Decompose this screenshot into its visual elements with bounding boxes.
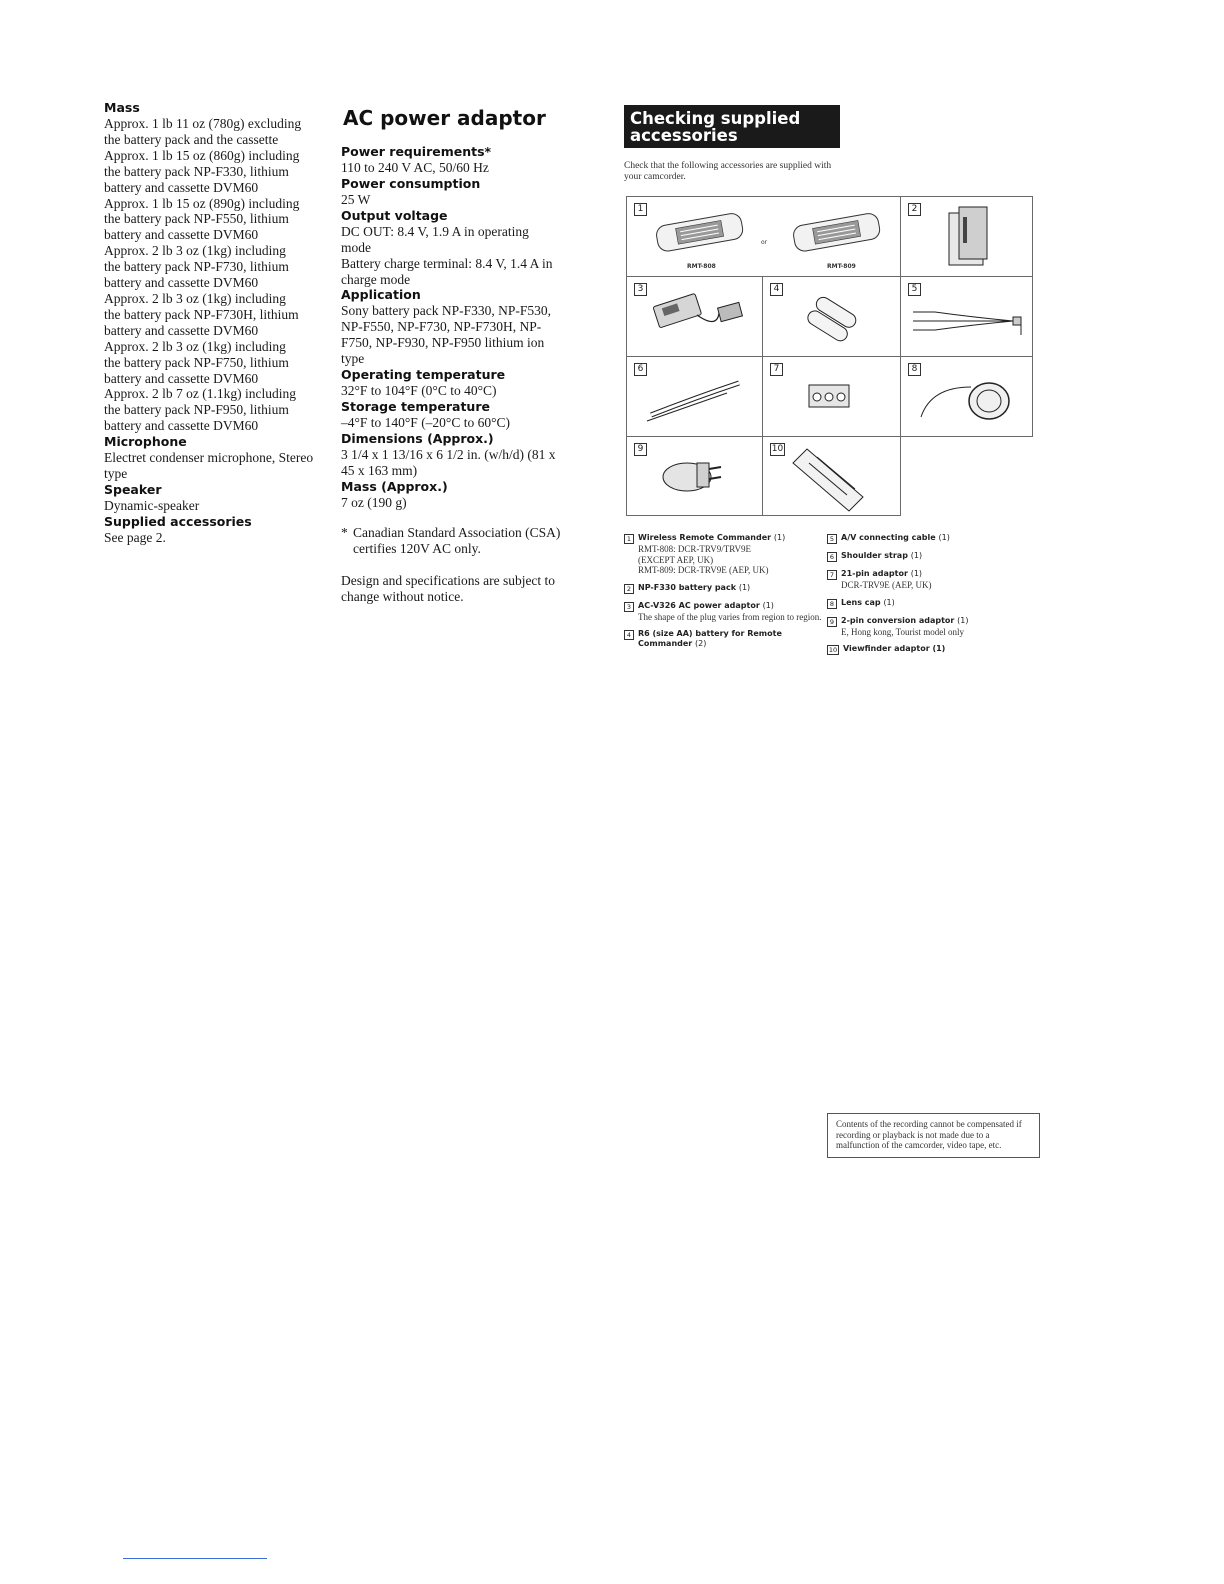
legend-qty: (1) (762, 600, 774, 610)
remote-commander-illustration (627, 197, 902, 278)
mass-line: Approx. 2 lb 3 oz (1kg) including (104, 338, 286, 354)
power-requirements-value: 110 to 240 V AC, 50/60 Hz (341, 160, 489, 175)
legend-number: 8 (827, 599, 837, 609)
av-cable-illustration (901, 277, 1034, 358)
shoulder-strap-illustration (627, 357, 764, 438)
operating-temperature-label: Operating temperature (341, 367, 506, 383)
legend-column-left (624, 533, 824, 656)
microphone-label: Microphone (104, 434, 187, 450)
legend-number: 9 (827, 617, 837, 627)
legend-item (827, 551, 1032, 562)
specs-left-column (104, 100, 319, 546)
legend-title: A/V connecting cable (841, 533, 936, 542)
legend-qty: (1) (910, 569, 923, 578)
grid-number: 6 (634, 363, 647, 376)
legend-title: Lens cap (841, 597, 881, 607)
dimensions-label: Dimensions (Approx.) (341, 430, 494, 446)
legend-qty: (1) (957, 615, 969, 625)
grid-cell-shoulder-strap (626, 356, 763, 437)
legend-title: R6 (size AA) battery for Remote Commander (638, 629, 782, 648)
operating-temperature-value: 32°F to 104°F (0°C to 40°C) (341, 383, 497, 399)
footer-link-underline[interactable] (123, 1558, 267, 1559)
mass-line: the battery pack NP-F730, lithium (104, 259, 289, 275)
legend-qty: (1) (738, 582, 751, 592)
mass-line: the battery pack NP-F730H, lithium (104, 306, 299, 322)
legend-number: 10 (828, 646, 838, 654)
ac-adaptor-illustration (627, 277, 764, 358)
mass-line: battery and cassette DVM60 (104, 370, 259, 386)
legend-item (624, 601, 824, 623)
grid-cell-av-cable (900, 276, 1033, 357)
mass-line: the battery pack NP-F550, lithium (104, 211, 289, 227)
microphone-value: Electret condenser microphone, Stereo type (104, 450, 314, 482)
or-label: or (761, 239, 768, 246)
aa-battery-illustration (763, 277, 902, 358)
legend-qty: (1) (932, 644, 946, 653)
legend-qty: (1) (883, 597, 895, 607)
legend-column-right (827, 533, 1032, 662)
footnote-text: Canadian Standard Association (CSA) certifies 120V AC only. (353, 524, 561, 556)
legend-title: 21-pin adaptor (841, 569, 908, 578)
accessories-intro: Check that the following accessories are supplied with your camcorder. (624, 161, 832, 182)
application-value: Sony battery pack NP-F330, NP-F530, NP-F550, NP-F730, NP-F730H, NP-F750, NP-F930, NP-F950 lithium ion type (341, 303, 551, 367)
accessories-illustration-grid (626, 196, 1032, 516)
legend-item (624, 533, 824, 576)
accessories-column (624, 100, 1034, 1150)
recording-notice-box: Contents of the recording cannot be compensated if recording or playback is not made due to a malfunction of the camcorder, video tape, etc. (827, 1113, 1040, 1158)
viewfinder-adaptor-illustration (763, 437, 902, 517)
mass-line: Approx. 2 lb 3 oz (1kg) including (104, 243, 286, 259)
grid-number: 7 (770, 363, 783, 376)
mass-line: the battery pack NP-F750, lithium (104, 354, 289, 370)
supplied-accessories-label: Supplied accessories (104, 513, 252, 529)
legend-title: NP-F330 battery pack (638, 582, 737, 592)
grid-number: 8 (908, 363, 921, 376)
mass-line: battery and cassette DVM60 (104, 322, 259, 338)
grid-number: 5 (908, 283, 921, 296)
storage-temperature-value: –4°F to 140°F (–20°C to 60°C) (341, 414, 510, 430)
legend-qty: (1) (938, 533, 950, 542)
legend-item (827, 644, 1032, 655)
grid-number: 9 (634, 443, 647, 456)
grid-cell-remote (626, 196, 901, 277)
output-voltage-dc: DC OUT: 8.4 V, 1.9 A in operating mode (341, 223, 529, 255)
csa-footnote (341, 525, 561, 557)
output-voltage-label: Output voltage (341, 207, 448, 223)
grid-cell-viewfinder-adaptor (762, 436, 901, 516)
design-note: Design and specifications are subject to change without notice. (341, 572, 556, 604)
mass-label: Mass (104, 100, 140, 115)
mass-line: Approx. 1 lb 15 oz (860g) including (104, 147, 300, 163)
lens-cap-illustration (901, 357, 1034, 438)
adaptor-mass-value: 7 oz (190 g) (341, 494, 407, 510)
mass-line: the battery pack and the cassette (104, 131, 279, 147)
remote-a-label: RMT-808 (687, 263, 716, 270)
supplied-accessories-value: See page 2. (104, 529, 166, 545)
legend-title: 2-pin conversion adaptor (841, 615, 955, 625)
2pin-adaptor-illustration (627, 437, 764, 517)
speaker-label: Speaker (104, 481, 162, 497)
legend-sub: RMT-808: DCR-TRV9/TRV9E (EXCEPT AEP, UK) RMT-809: DCR-TRV9E (AEP, UK) (638, 544, 769, 575)
legend-item (827, 616, 1032, 638)
power-requirements-label: Power requirements* (341, 144, 492, 159)
application-label: Application (341, 287, 421, 303)
grid-cell-ac-adaptor (626, 276, 763, 357)
battery-pack-illustration (901, 197, 1034, 278)
mass-line: the battery pack NP-F950, lithium (104, 402, 289, 418)
legend-item (624, 629, 824, 649)
grid-number: 2 (908, 203, 921, 216)
legend-item (827, 533, 1032, 544)
legend-number: 4 (624, 630, 634, 640)
footnote-mark: * (341, 524, 348, 540)
mass-line: the battery pack NP-F330, lithium (104, 163, 289, 179)
accessories-title: Checking supplied accessories (624, 105, 840, 148)
legend-number: 6 (827, 552, 837, 562)
power-consumption-value: 25 W (341, 191, 371, 207)
mass-line: battery and cassette DVM60 (104, 179, 259, 195)
mass-line: Approx. 2 lb 3 oz (1kg) including (104, 290, 286, 306)
mass-line: Approx. 2 lb 7 oz (1.1kg) including (104, 386, 296, 402)
grid-number: 1 (634, 203, 647, 216)
ac-adaptor-title: AC power adaptor (343, 106, 546, 130)
legend-title: Wireless Remote Commander (638, 533, 772, 542)
mass-line: battery and cassette DVM60 (104, 227, 259, 243)
legend-sub: E, Hong kong, Tourist model only (841, 626, 964, 637)
mass-line: Approx. 1 lb 11 oz (780g) excluding (104, 116, 302, 131)
legend-title: AC-V326 AC power adaptor (638, 600, 760, 610)
legend-qty: (2) (695, 639, 707, 648)
legend-number: 1 (624, 534, 634, 544)
grid-number: 4 (770, 283, 783, 296)
legend-item (827, 569, 1032, 591)
dimensions-value: 3 1/4 x 1 13/16 x 6 1/2 in. (w/h/d) (81 x 45 x 163 mm) (341, 446, 556, 478)
legend-item (624, 583, 824, 594)
legend-title: Viewfinder adaptor (843, 644, 930, 653)
remote-b-label: RMT-809 (827, 263, 856, 270)
mass-line: Approx. 1 lb 15 oz (890g) including (104, 195, 300, 211)
grid-cell-lens-cap (900, 356, 1033, 437)
grid-cell-21pin-adaptor (762, 356, 901, 437)
21pin-adaptor-illustration (763, 357, 902, 438)
legend-qty: (1) (773, 533, 786, 542)
speaker-value: Dynamic-speaker (104, 497, 200, 513)
mass-lines (104, 116, 319, 434)
ac-adaptor-column (341, 100, 561, 605)
legend-number: 5 (827, 534, 837, 544)
legend-number: 3 (624, 602, 634, 612)
legend-number: 2 (624, 584, 634, 594)
grid-cell-aa-batteries (762, 276, 901, 357)
power-consumption-label: Power consumption (341, 175, 481, 191)
storage-temperature-label: Storage temperature (341, 398, 490, 414)
mass-line: battery and cassette DVM60 (104, 418, 259, 434)
adaptor-mass-label: Mass (Approx.) (341, 478, 448, 494)
grid-number: 10 (771, 444, 784, 454)
mass-line: battery and cassette DVM60 (104, 275, 259, 291)
legend-number: 7 (827, 570, 837, 580)
legend-sub: The shape of the plug varies from region to region. (638, 611, 822, 622)
legend-item (827, 598, 1032, 609)
grid-cell-2pin-adaptor (626, 436, 763, 516)
grid-cell-battery (900, 196, 1033, 277)
grid-number: 3 (634, 283, 647, 296)
legend-title: Shoulder strap (841, 551, 908, 560)
legend-qty: (1) (910, 551, 923, 560)
output-voltage-battery: Battery charge terminal: 8.4 V, 1.4 A in charge mode (341, 255, 553, 287)
legend-sub: DCR-TRV9E (AEP, UK) (841, 580, 932, 590)
